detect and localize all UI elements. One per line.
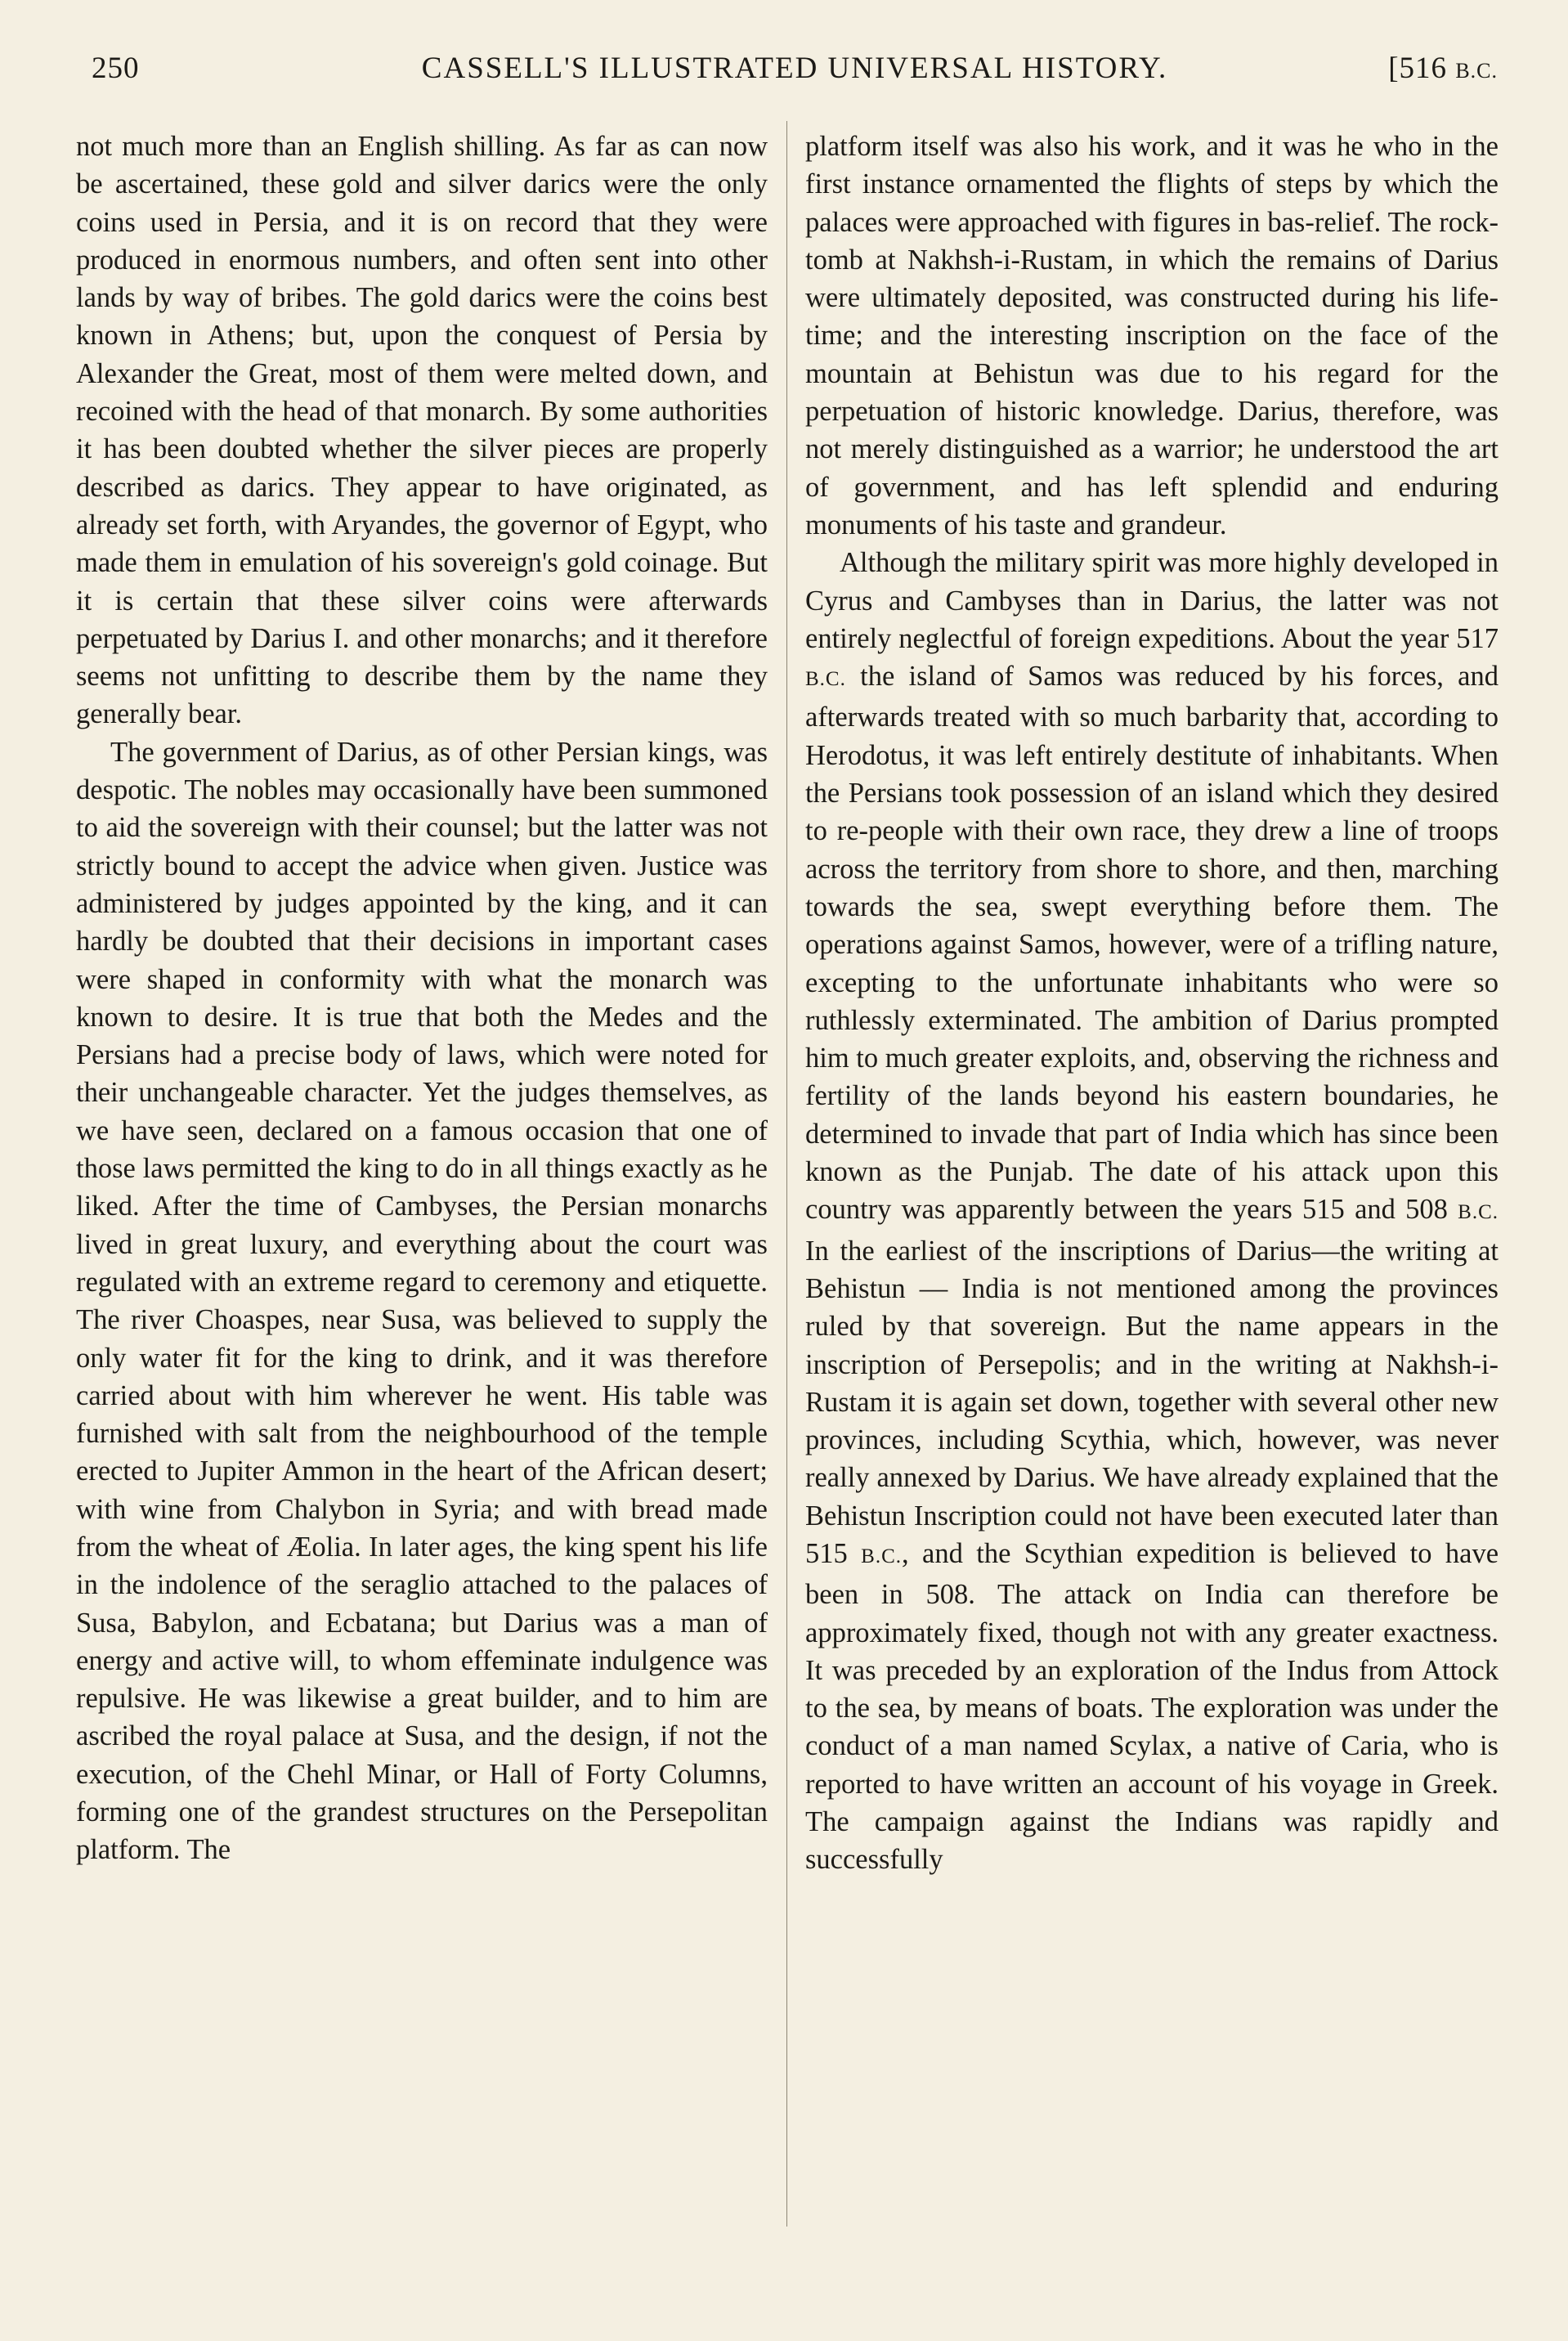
column-divider (786, 121, 787, 2227)
paragraph-continued: not much more than an English shilling. As far as can now be ascertained, these gold and silver darics were the only coins used in Persia, and it is on record that they were produced in enormous numbers, and often sent into other lands by way of bribes. The gold darics were the coins best known in Athens; but, upon the conquest of Persia by Alexander the Great, most of them were melted down, and recoined with the head of that monarch. By some authorities it has been doubted whether the silver pieces are properly described as darics. They appear to have originated, as already set forth, with Aryandes, the governor of Egypt, who made them in emulation of his sovereign's gold coinage. But it is certain that these silver coins were afterwards perpetuated by Darius I. and other monarchs; and it therefore seems not unfitting to describe them by the name they generally bear. (76, 131, 768, 730)
paragraph-government: The government of Darius, as of other Persian kings, was despotic. The nobles may occasionally have been summoned to aid the sovereign with their counsel; but the latter was not strictly bound to accept the advice when given. Justice was administered by judges appointed by the king, and it can hardly be doubted that their decisions in important cases were shaped in conformity with what the monarch was known to desire. It is true that both the Medes and the Persians had a precise body of laws, which were noted for their unchangeable character. Yet the judges themselves, as we have seen, declared on a famous occasion that one of those laws permitted the king to do in all things exactly as he liked. After the time of Cambyses, the Persian monarchs lived in great luxury, and everything about the court was regulated with an extreme regard to ceremony and etiquette. The river Choaspes, near Susa, was believed to supply the only water fit for the king to drink, and it was therefore carried about with him wherever he went. His table was furnished with salt from the neighbourhood of the temple erected to Jupiter Ammon in the heart of the African desert; with wine from Chalybon in Syria; and with bread made from the wheat of Æolia. In later ages, the king spent his life in the indolence of the seraglio attached to the palaces of Susa, Babylon, and Ecbatana; but Darius was a man of energy and active will, to whom effeminate indulgence was repulsive. He was likewise a great builder, and to him are ascribed the royal palace at Susa, and the design, if not the execution, of the Chehl Minar, or Hall of Forty Columns, forming one of the grandest structures on the Persepolitan platform. The (76, 736, 768, 1866)
running-title: CASSELL'S ILLUSTRATED UNIVERSAL HISTORY. (421, 52, 1168, 85)
running-head (92, 51, 1498, 96)
running-date (1388, 51, 1498, 86)
text-run: Although the military spirit was more highly developed in Cyrus and Cambyses than in Darius, the latter was not entirely neglectful of foreign expeditions. About the year 517 (805, 547, 1499, 654)
era-abbrev: B.C. (1458, 1201, 1499, 1224)
text-run: In the earliest of the inscriptions of Darius—the writing at Behistun — India is not mentioned among the provinces ruled by that sovereign. But the name appears in the inscription of Persepolis; and in the writing at Nakhsh-i-Rustam it is again set down, together with several other new provinces, including Scythia, which, however, was never really annexed by Darius. We have already explained that the Behistun Inscription could not have been executed later than 515 (805, 1235, 1499, 1569)
text-run: , and the Scythian expedition is believed to have been in 508. The attack on India can therefore be approximately fixed, though not with any greater exactness. It was preceded by an exploration of the Indus from Attock to the sea, by means of boats. The exploration was under the conduct of a man named Scylax, a native of Caria, who is reported to have written an account of his voyage in Greek. The campaign against the Indians was rapidly and successfully (805, 1537, 1499, 1876)
date-prefix: [516 (1388, 52, 1456, 85)
paragraph-platform: platform itself was also his work, and it was he who in the first instance ornamented the flights of steps by which the palaces were approached with figures in bas-relief. The rock-tomb at Nakhsh-i-Rustam, in which the remains of Darius were ultimately deposited, was constructed during his life-time; and the interesting inscription on the face of the mountain at Behistun was due to his regard for the perpetuation of historic knowledge. Darius, therefore, was not merely distinguished as a warrior; he understood the art of government, and has left splendid and enduring monuments of his taste and grandeur. (805, 131, 1499, 540)
era-abbrev: B.C. (861, 1545, 903, 1567)
paragraph-expeditions (805, 544, 1499, 1878)
date-era: B.C. (1455, 59, 1498, 83)
text-run: the island of Samos was reduced by his forces, and afterwards treated with so much barbarity that, according to Herodotus, it was left entirely destitute of inhabitants. When the Persians took possession of an island which they desired to re-people with their own race, they drew a line of troops across the territory from shore to shore, and then, marching towards the sea, swept everything before them. The operations against Samos, however, were of a trifling nature, excepting to the unfortunate inhabitants who were so ruthlessly exterminated. The ambition of Darius prompted him to much greater exploits, and, observing the richness and fertility of the lands beyond his eastern boundaries, he determined to invade that part of India which has since been known as the Punjab. The date of his attack upon this country was apparently between the years 515 and 508 (805, 661, 1499, 1226)
era-abbrev: B.C. (805, 668, 846, 691)
page-number: 250 (92, 52, 140, 85)
left-column (76, 128, 768, 1869)
right-column (805, 128, 1499, 1879)
